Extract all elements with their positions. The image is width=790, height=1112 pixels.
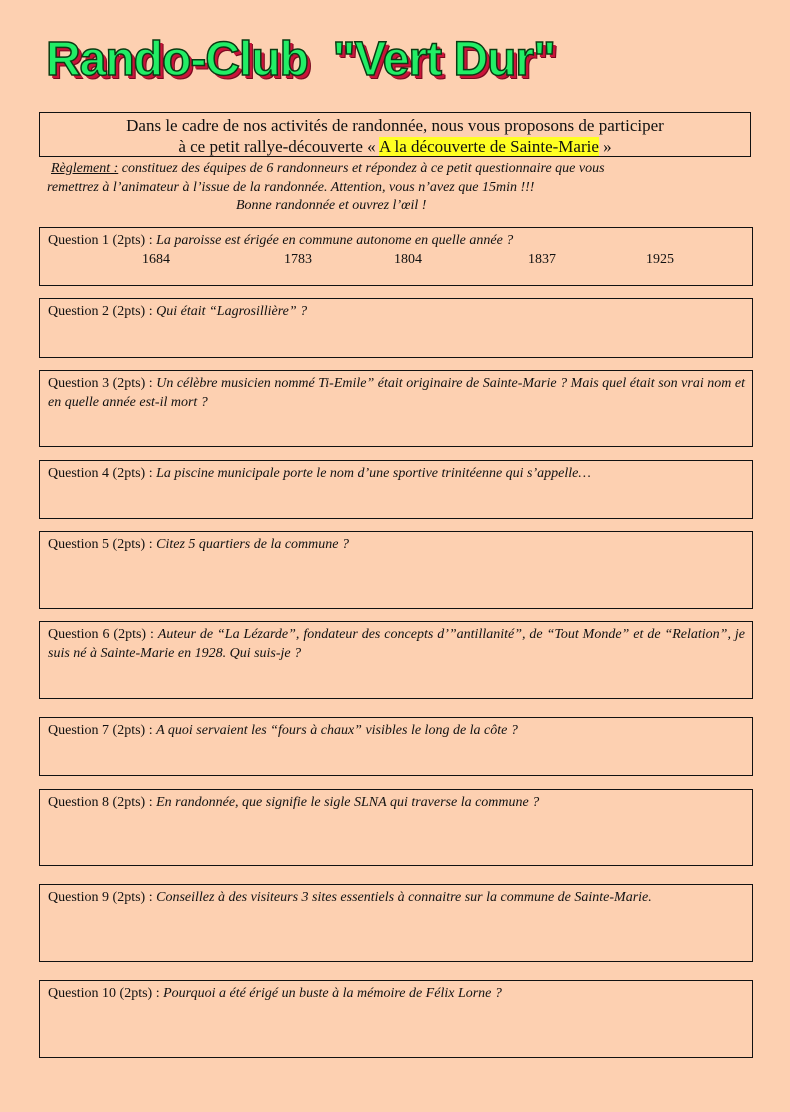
question-9-box[interactable] (39, 884, 753, 962)
question-4-text: La piscine municipale porte le nom d’une sportive trinitéenne qui s’appelle… (156, 466, 591, 481)
question-2-box[interactable] (39, 298, 753, 358)
rules-label: Règlement : (51, 161, 119, 176)
rally-name-highlight: A la découverte de Sainte-Marie (378, 137, 599, 156)
year-option[interactable]: 1684 (142, 252, 170, 267)
question-4-box[interactable] (39, 460, 753, 519)
question-2-label: Question 2 (2pts) : (48, 304, 157, 319)
question-3-text: Un célèbre musicien nommé Ti-Emile” était originaire de Sainte-Marie ? Mais quel était son vrai nom et en quelle année est-il mort ? (48, 376, 745, 410)
question-7-text: A quoi servaient les “fours à chaux” visibles le long de la côte ? (156, 723, 518, 738)
year-option[interactable]: 1837 (528, 252, 556, 267)
intro-box (39, 112, 751, 157)
question-1-box[interactable] (39, 227, 753, 286)
question-3-box[interactable] (39, 370, 753, 447)
year-option[interactable]: 1783 (284, 252, 312, 267)
year-options (48, 250, 745, 269)
question-7-label: Question 7 (2pts) : (48, 723, 157, 738)
question-8-box[interactable] (39, 789, 753, 866)
intro-line-2-prefix: à ce petit rallye-découverte « (178, 137, 379, 156)
question-2-text: Qui était “Lagrosillière” ? (156, 304, 308, 319)
year-option[interactable]: 1925 (646, 252, 674, 267)
question-10-box[interactable] (39, 980, 753, 1058)
question-3-label: Question 3 (2pts) : (48, 376, 157, 391)
question-5-box[interactable] (39, 531, 753, 609)
question-7-box[interactable] (39, 717, 753, 776)
question-4-label: Question 4 (2pts) : (48, 466, 157, 481)
rules-line-1 (47, 160, 747, 179)
question-1-line (48, 231, 745, 250)
rules-line-2: remettrez à l’animateur à l’issue de la randonnée. Attention, vous n’avez que 15min !!! (47, 179, 535, 195)
question-5-label: Question 5 (2pts) : (48, 537, 157, 552)
question-10-label: Question 10 (2pts) : (48, 986, 164, 1001)
question-1-label: Question 1 (2pts) : (48, 233, 157, 248)
year-option[interactable]: 1804 (394, 252, 422, 267)
rules-line-3: Bonne randonnée et ouvrez l’œil ! (236, 198, 427, 213)
question-10-text: Pourquoi a été érigé un buste à la mémoire de Félix Lorne ? (163, 986, 502, 1001)
intro-line-2 (40, 136, 750, 157)
question-8-text: En randonnée, que signifie le sigle SLNA qui traverse la commune ? (156, 795, 540, 810)
intro-line-2-suffix: » (598, 137, 612, 156)
question-6-text: Auteur de “La Lézarde”, fondateur des concepts d’”antillanité”, de “Tout Monde” et de “Relation”, je suis né à Sainte-Marie en 1928. Qui suis-je ? (48, 627, 745, 661)
question-6-box[interactable] (39, 621, 753, 699)
rules-line-1-text: constituez des équipes de 6 randonneurs et répondez à ce petit questionnaire que vous (118, 161, 605, 176)
question-6-label: Question 6 (2pts) : (48, 627, 158, 642)
question-9-text: Conseillez à des visiteurs 3 sites essentiels à connaitre sur la commune de Sainte-Marie. (156, 890, 652, 905)
question-5-text: Citez 5 quartiers de la commune ? (156, 537, 349, 552)
club-title: Rando-Club "Vert Dur" (46, 33, 555, 86)
question-9-label: Question 9 (2pts) : (48, 890, 157, 905)
intro-line-1: Dans le cadre de nos activités de randonnée, nous vous proposons de participer (126, 116, 664, 135)
rules-block (47, 160, 747, 216)
question-1-text: La paroisse est érigée en commune autonome en quelle année ? (156, 233, 514, 248)
question-8-label: Question 8 (2pts) : (48, 795, 157, 810)
